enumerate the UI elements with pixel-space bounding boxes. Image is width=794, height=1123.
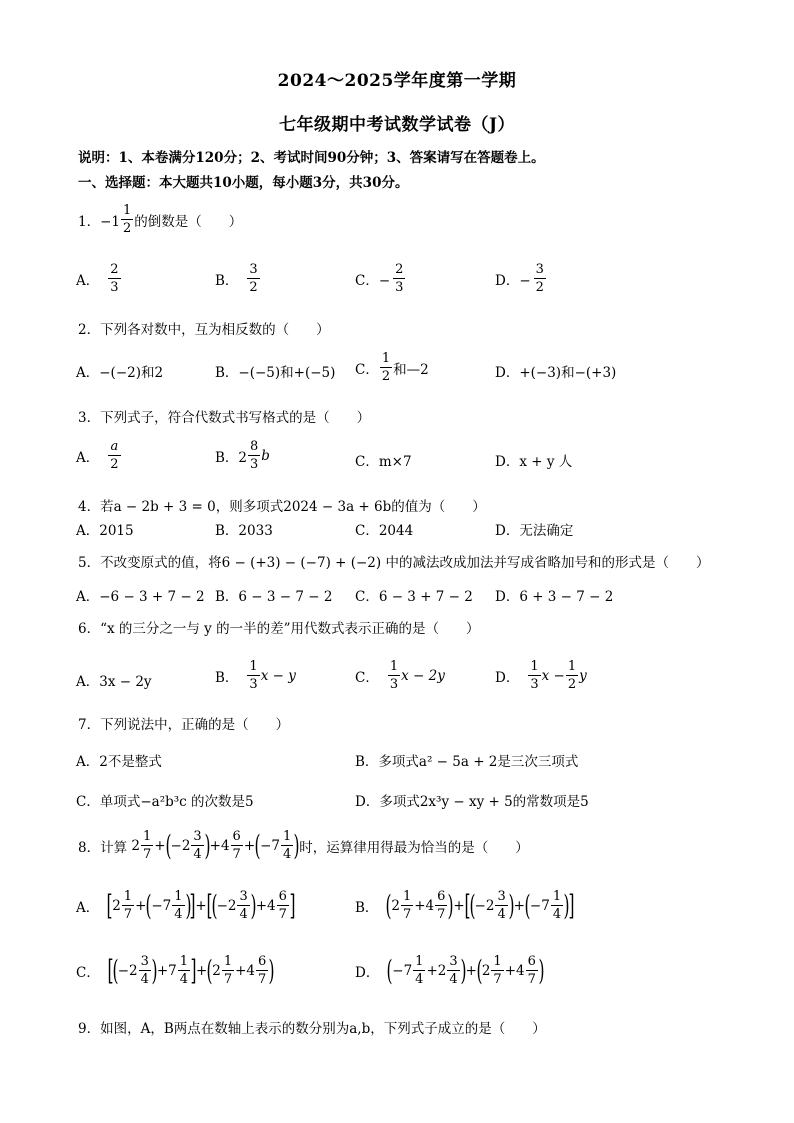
question-1 xyxy=(78,204,242,235)
question-4: 4．若a − 2b + 3 = 0，则多项式2024 − 3a + 6b的值为（ ） xyxy=(78,499,486,515)
q1-option-c[interactable]: C．− $\frac{2}{3}$ xyxy=(355,262,404,295)
section-heading: 一、选择题：本大题共10小题，每小题3分，共30分。 xyxy=(78,175,409,191)
q1-option-a[interactable]: A． $\frac{2}{3}$ xyxy=(76,262,119,295)
question-2: 2．下列各对数中，互为相反数的（ ） xyxy=(78,322,330,338)
q7-option-d[interactable]: D．多项式2x³y − xy + 5的常数项是5 xyxy=(355,794,589,810)
q6-option-c[interactable]: C． $\frac{1}{3}$ x − 2y xyxy=(355,659,445,692)
q4-option-c[interactable]: C．2044 xyxy=(355,523,414,539)
q3-option-c[interactable]: C．m×7 xyxy=(355,454,412,470)
question-8: 8．计算 2 $\frac{1}{7}$ + ( −2 $\frac{3}{4}$ ) +4 $\frac{6}{7}$ + ( −7 $\frac{1}{4}$ ) 时，运算律用得最为恰当的是（ ） xyxy=(78,828,529,862)
q6-option-a[interactable]: A．3x − 2y xyxy=(76,674,152,690)
q6-option-b[interactable]: B． $\frac{1}{3}$ x − y xyxy=(215,659,296,692)
question-6: 6．“x 的三分之一与 y 的一半的差”用代数式表示正确的是（ ） xyxy=(78,621,480,637)
q3-option-a[interactable]: A． $\frac{a}{2}$ xyxy=(76,439,119,472)
q5-option-d[interactable]: D．6 + 3 − 7 − 2 xyxy=(495,589,614,605)
q3-option-d[interactable]: D．x + y 人 xyxy=(495,454,573,470)
q5-option-c[interactable]: C．6 − 3 + 7 − 2 xyxy=(355,589,473,605)
question-7: 7．下列说法中，正确的是（ ） xyxy=(78,717,290,733)
question-5: 5．不改变原式的值，将6 − (+3) − (−7) + (−2) 中的减法改成加法并写成省略加号和的形式是（ ） xyxy=(78,555,710,571)
q2-option-b[interactable]: B．−(−5)和+(−5) xyxy=(215,365,336,381)
q1-option-b[interactable]: B． $\frac{3}{2}$ xyxy=(215,262,258,295)
q1-fraction: $\frac{1}{2}$ xyxy=(123,203,132,236)
q1-stem-pre: 1．−1 xyxy=(78,213,120,230)
q8-option-d[interactable]: D． ( −7 $\frac{1}{4}$ +2 $\frac{3}{4}$ ) + ( 2 $\frac{1}{7}$ +4 $\frac{6}{7}$ ) xyxy=(355,953,545,987)
q1-stem-post: 的倒数是（ ） xyxy=(134,213,243,230)
q5-option-b[interactable]: B．6 − 3 − 7 − 2 xyxy=(215,589,333,605)
exam-title-name: 七年级期中考试数学试卷（J） xyxy=(278,115,516,135)
question-3: 3．下列式子，符合代数式书写格式的是（ ） xyxy=(78,410,371,426)
q4-option-d[interactable]: D．无法确定 xyxy=(495,523,574,539)
q2-option-a[interactable]: A．−(−2)和2 xyxy=(76,365,164,381)
q3-option-b[interactable]: B．2 $\frac{8}{3}$ b xyxy=(215,439,270,472)
q7-option-c[interactable]: C．单项式−a²b³c 的次数是5 xyxy=(76,794,254,810)
q1-option-d[interactable]: D．− $\frac{3}{2}$ xyxy=(495,262,544,295)
q8-option-a[interactable]: A． [ 2 $\frac{1}{7}$ + ( −7 $\frac{1}{4}$ ) ] + [ ( −2 $\frac{3}{4}$ ) +4 $\frac{6}{7}$ ] xyxy=(76,888,296,922)
q2-option-d[interactable]: D．+(−3)和−(+3) xyxy=(495,365,617,381)
q8-option-c[interactable]: C． [ ( −2 $\frac{3}{4}$ ) +7 $\frac{1}{4}$ ] + ( 2 $\frac{1}{7}$ +4 $\frac{6}{7}$ ) xyxy=(76,953,275,987)
question-9: 9．如图，A，B两点在数轴上表示的数分别为a,b，下列式子成立的是（ ） xyxy=(78,1021,546,1037)
q7-option-a[interactable]: A．2不是整式 xyxy=(76,754,162,770)
q2-option-c[interactable]: C． $\frac{1}{2}$ 和—2 xyxy=(355,351,429,384)
exam-instructions: 说明：1、本卷满分120分；2、考试时间90分钟；3、答案请写在答题卷上。 xyxy=(78,150,545,166)
q4-option-b[interactable]: B．2033 xyxy=(215,523,273,539)
exam-title-year: 2024～2025学年度第一学期 xyxy=(277,71,517,91)
q7-option-b[interactable]: B．多项式a² − 5a + 2是三次三项式 xyxy=(355,754,579,770)
q8-option-b[interactable]: B． ( 2 $\frac{1}{7}$ +4 $\frac{6}{7}$ ) + [ ( −2 $\frac{3}{4}$ ) + ( −7 $\frac{1}{4}$ ) ] xyxy=(355,888,575,922)
q4-option-a[interactable]: A．2015 xyxy=(76,523,134,539)
q5-option-a[interactable]: A．−6 − 3 + 7 − 2 xyxy=(76,589,205,605)
q6-option-d[interactable]: D． $\frac{1}{3}$ x − $\frac{1}{2}$ y xyxy=(495,659,587,692)
